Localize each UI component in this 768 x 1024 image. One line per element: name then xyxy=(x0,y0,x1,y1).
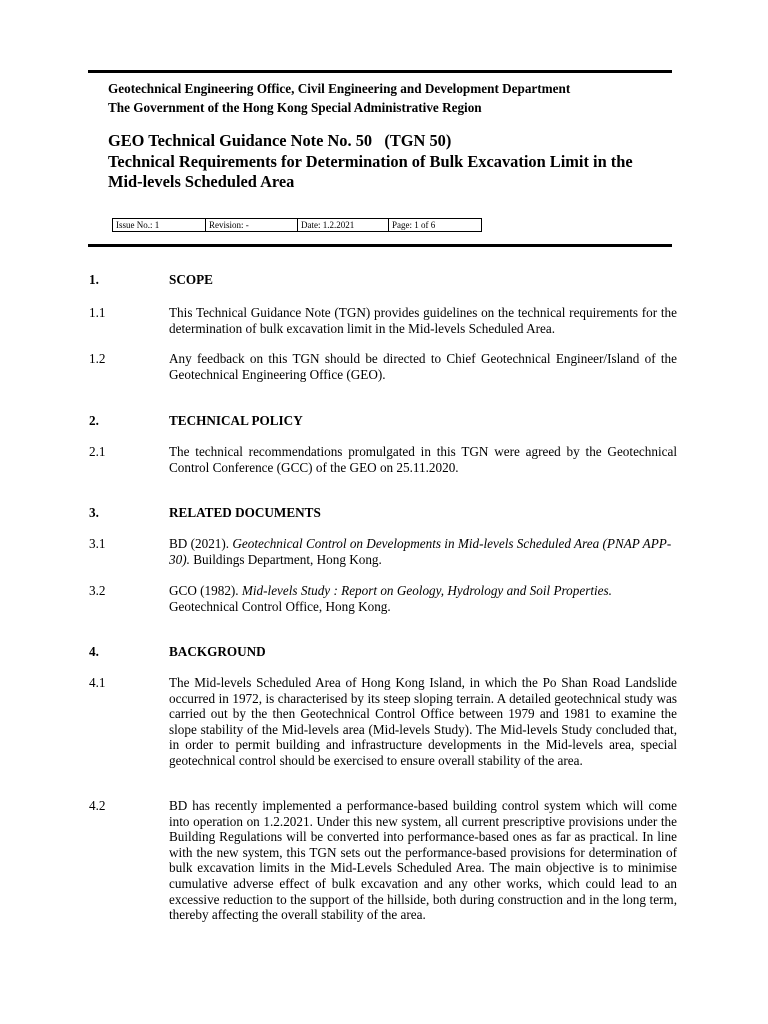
title-line-2: Technical Requirements for Determination of Bulk Excavation Limit in the Mid-levels Scheduled Area xyxy=(108,151,633,191)
paragraph: This Technical Guidance Note (TGN) provides guidelines on the technical requirements for the determination of bulk excavation limit in the Mid-levels Scheduled Area. xyxy=(169,305,677,336)
paragraph: The Mid-levels Scheduled Area of Hong Kong Island, in which the Po Shan Road Landslide occurred in 1972, is characterised by its steep sloping terrain. A detailed geotechnical study was carried out by the then Geotechnical Control Office between 1979 and 1981 to examine the slope stability of the Mid-levels area (Mid-levels Study). The Mid-levels Study concluded that, in order to permit building and infrastructure developments in the Mid-levels area, special geotechnical control should be exercised to ensure overall stability of the area. xyxy=(169,675,677,768)
paragraph-number: 1.2 xyxy=(89,351,106,366)
section-heading: SCOPE xyxy=(169,272,213,287)
paragraph: The technical recommendations promulgated in this TGN were agreed by the Geotechnical Control Conference (GCC) of the GEO on 25.11.2020. xyxy=(169,444,677,475)
reference-entry xyxy=(169,583,677,614)
paragraph-number: 2.1 xyxy=(89,444,106,459)
revision-cell: Revision: - xyxy=(206,219,298,232)
section-heading: TECHNICAL POLICY xyxy=(169,413,303,428)
paragraph-number: 1.1 xyxy=(89,305,106,320)
organisation-block xyxy=(108,80,570,117)
paragraph: Any feedback on this TGN should be directed to Chief Geotechnical Engineer/Island of the Geotechnical Engineering Office (GEO). xyxy=(169,351,677,382)
paragraph: BD has recently implemented a performance-based building control system which will come into operation on 1.2.2021. Under this new system, all current prescriptive provisions under the Building Regulations will be converted into performance-based ones as far as practical. In line with the new system, this TGN sets out the performance-based provisions for determination of bulk excavation limits in the Mid-Levels Scheduled Area. The main objective is to minimise cumulative adverse effect of bulk excavation and any other works, which could lead to an excessive reduction to the support of the hillside, both during construction and in the long term, thereby affecting the overall stability of the area. xyxy=(169,798,677,923)
reference-author: GCO (1982). xyxy=(169,583,242,598)
header-top-rule xyxy=(88,70,672,73)
reference-author: BD (2021). xyxy=(169,536,233,551)
reference-title: Geotechnical Control on Developments in Mid-levels Scheduled Area (PNAP APP-30). xyxy=(169,536,672,567)
section-heading: RELATED DOCUMENTS xyxy=(169,505,321,520)
org-line-2: The Government of the Hong Kong Special Administrative Region xyxy=(108,99,482,115)
section-number: 3. xyxy=(89,505,99,520)
paragraph-number: 3.2 xyxy=(89,583,106,598)
date-cell: Date: 1.2.2021 xyxy=(298,219,389,232)
document-title xyxy=(108,131,668,193)
paragraph-number: 4.2 xyxy=(89,798,106,813)
paragraph-number: 3.1 xyxy=(89,536,106,551)
paragraph-number: 4.1 xyxy=(89,675,106,690)
org-line-1: Geotechnical Engineering Office, Civil Engineering and Development Department xyxy=(108,81,571,96)
issue-info-table xyxy=(112,218,482,232)
reference-title: Mid-levels Study : Report on Geology, Hydrology and Soil Properties. xyxy=(241,583,612,598)
issue-number-cell: Issue No.: 1 xyxy=(113,219,206,232)
section-heading: BACKGROUND xyxy=(169,644,266,659)
section-number: 4. xyxy=(89,644,99,659)
reference-publisher: Buildings Department, Hong Kong. xyxy=(189,551,382,567)
reference-publisher: Geotechnical Control Office, Hong Kong. xyxy=(169,598,391,614)
page-number-cell: Page: 1 of 6 xyxy=(389,219,482,232)
title-line-1: GEO Technical Guidance Note No. 50 (TGN 50) xyxy=(108,131,452,150)
reference-entry xyxy=(169,536,677,567)
header-bottom-rule xyxy=(88,244,672,247)
section-number: 2. xyxy=(89,413,99,428)
section-number: 1. xyxy=(89,272,99,287)
